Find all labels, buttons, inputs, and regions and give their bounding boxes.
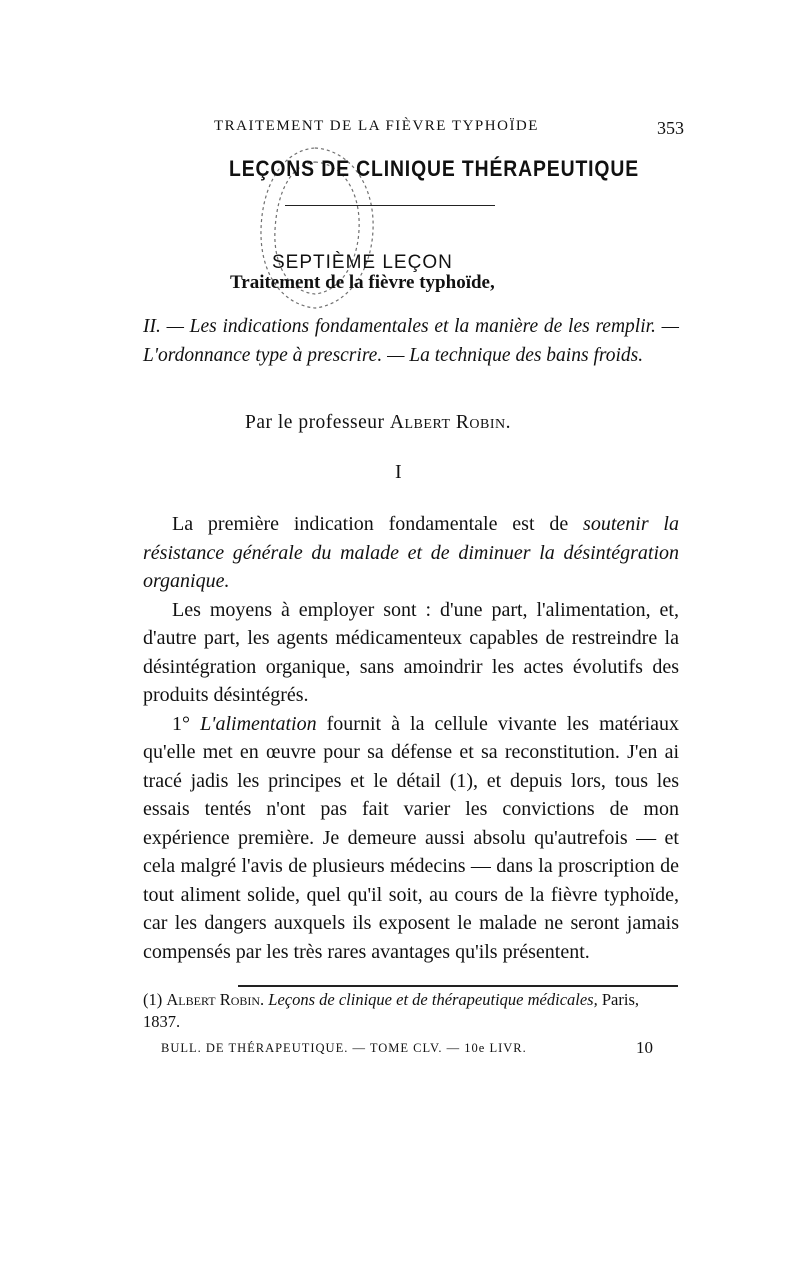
footnote-place-date: Paris, 1837. (143, 990, 639, 1031)
heading-rule (285, 205, 495, 206)
body-text (143, 510, 679, 966)
byline-prefix: Par le professeur (245, 412, 385, 433)
lecture-summary (143, 312, 679, 370)
footnote-marker: (1) (143, 990, 163, 1009)
footnote-title: Leçons de clinique et de thérapeutique médicales, (268, 990, 598, 1009)
running-title: TRAITEMENT DE LA FIÈVRE TYPHOÏDE (214, 118, 539, 134)
footnote-rule (238, 985, 678, 987)
footnote (143, 989, 679, 1033)
byline-author: Albert Robin. (389, 412, 511, 433)
lecture-subtitle: Traitement de la fièvre typhoïde, (230, 272, 495, 293)
paragraph (143, 710, 679, 967)
paragraph: Les moyens à employer sont : d'une part, l'alimentation, et, d'autre part, les agents médicamenteux capables de restreindre la désintégration organique, sans amoindrir les actes évolutifs des produits désintégrés. (143, 598, 679, 706)
lecture-title: SEPTIÈME LEÇON (272, 252, 453, 273)
summary-text: II. — Les indications fondamentales et la manière de les remplir. — L'ordonnance type à prescrire. — La technique des bains froids. (143, 316, 679, 366)
footnote-author: Albert Robin. (166, 990, 265, 1009)
section-numeral: I (395, 461, 402, 483)
journal-citation: BULL. DE THÉRAPEUTIQUE. — TOME CLV. — 10e LIVR. (161, 1041, 527, 1055)
p3-text: fournit à la cellule vivante les matériaux qu'elle met en œuvre pour sa défense et sa reconstitution. J'en ai tracé jadis les principes et le détail (1), et depuis lors, tous les essais tentés n'ont pas fait varier les convictions de mon expérience première. Je demeure aussi absolu qu'autrefois — et cela malgré l'avis de plusieurs médecins — dans la proscription de tout aliment solide, quel qu'il soit, au cours de la fièvre typhoïde, car les dangers auxquels ils exposent le malade ne seront jamais compensés par les très rares avantages qu'ils présentent. (143, 712, 680, 963)
p3-number: 1° (172, 712, 190, 735)
p3-italic: L'alimentation (200, 712, 317, 735)
page-number: 353 (657, 118, 684, 138)
signature-mark: 10 (636, 1038, 653, 1057)
paragraph (143, 510, 679, 596)
p1-text: La première indication fondamentale est de (172, 513, 584, 535)
series-title: LEÇONS DE CLINIQUE THÉRAPEUTIQUE (229, 156, 640, 181)
p1-italic: soutenir la résistance générale du malade et de diminuer la désintégration organique. (143, 513, 679, 592)
byline (245, 412, 511, 434)
